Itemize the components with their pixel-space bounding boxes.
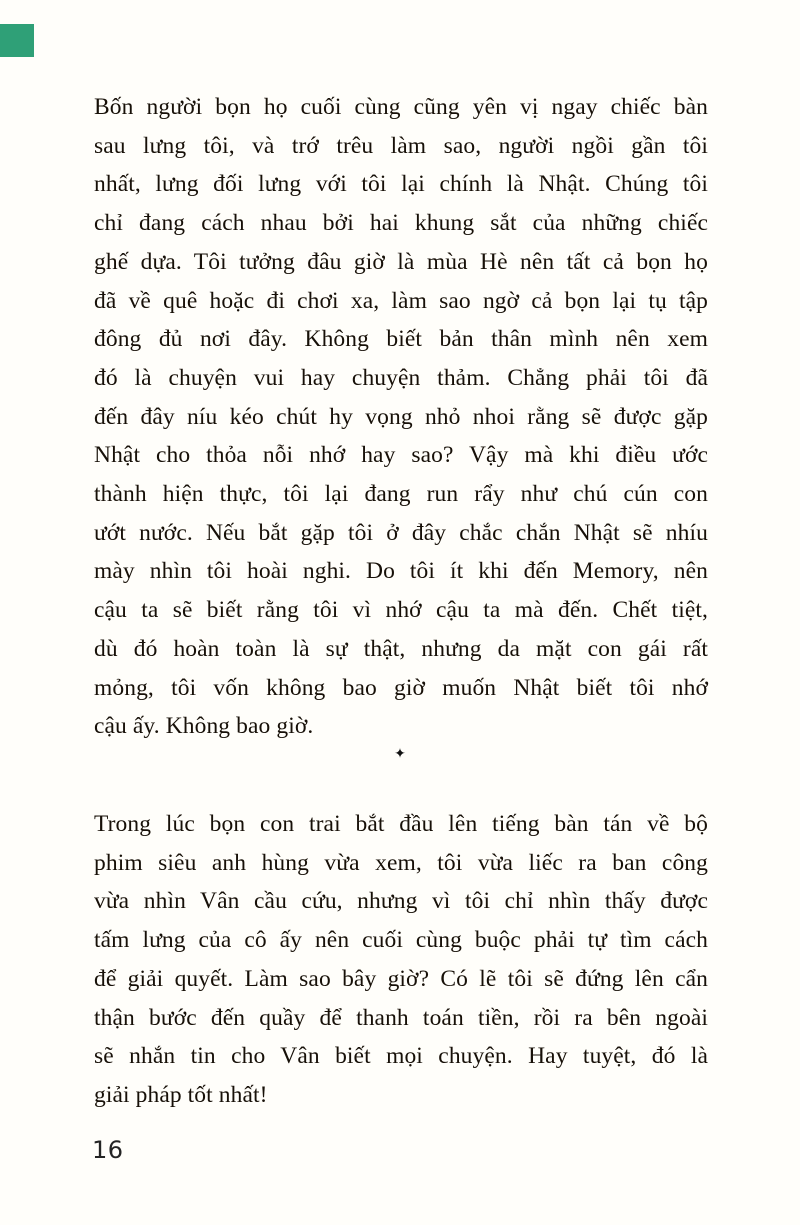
text-line: mỏng, tôi vốn không bao giờ muốn Nhật biết tôi nhớ bbox=[94, 674, 708, 701]
text-line: vừa nhìn Vân cầu cứu, nhưng vì tôi chỉ nhìn thấy được bbox=[94, 888, 708, 915]
text-line: để giải quyết. Làm sao bây giờ? Có lẽ tôi sẽ đứng lên cẩn bbox=[94, 965, 708, 992]
text-line: tấm lưng của cô ấy nên cuối cùng buộc phải tự tìm cách bbox=[94, 927, 708, 954]
section-separator-ornament: ✦ bbox=[394, 747, 406, 762]
text-line: Nhật cho thỏa nỗi nhớ hay sao? Vậy mà khi điều ước bbox=[94, 442, 708, 469]
text-line: sau lưng tôi, và trớ trêu làm sao, người ngồi gần tôi bbox=[94, 132, 708, 159]
text-line: chỉ đang cách nhau bởi hai khung sắt của những chiếc bbox=[94, 210, 708, 237]
text-line: đó là chuyện vui hay chuyện thảm. Chẳng phải tôi đã bbox=[94, 364, 708, 391]
paragraph-2 bbox=[94, 805, 708, 1115]
text-line: cậu ấy. Không bao giờ. bbox=[94, 713, 314, 740]
corner-tab bbox=[0, 24, 34, 57]
text-line: nhất, lưng đối lưng với tôi lại chính là Nhật. Chúng tôi bbox=[94, 171, 708, 198]
text-line: ghế dựa. Tôi tưởng đâu giờ là mùa Hè nên tất cả bọn họ bbox=[94, 248, 708, 275]
text-line: dù đó hoàn toàn là sự thật, nhưng da mặt con gái rất bbox=[94, 635, 708, 662]
paragraph-1 bbox=[94, 88, 708, 746]
text-line: sẽ nhắn tin cho Vân biết mọi chuyện. Hay tuyệt, đó là bbox=[94, 1043, 708, 1070]
text-line: đến đây níu kéo chút hy vọng nhỏ nhoi rằng sẽ được gặp bbox=[94, 403, 708, 430]
text-line: mày nhìn tôi hoài nghi. Do tôi ít khi đến Memory, nên bbox=[94, 558, 708, 585]
text-line: giải pháp tốt nhất! bbox=[94, 1081, 268, 1108]
text-line: Bốn người bọn họ cuối cùng cũng yên vị ngay chiếc bàn bbox=[94, 94, 708, 120]
text-line: phim siêu anh hùng vừa xem, tôi vừa liếc ra ban công bbox=[94, 849, 708, 876]
text-line: đã về quê hoặc đi chơi xa, làm sao ngờ cả bọn lại tụ tập bbox=[94, 287, 708, 314]
page-number: 16 bbox=[92, 1136, 124, 1164]
text-line: Trong lúc bọn con trai bắt đầu lên tiếng bàn tán về bộ bbox=[94, 811, 708, 837]
text-line: ướt nước. Nếu bắt gặp tôi ở đây chắc chắn Nhật sẽ nhíu bbox=[94, 519, 708, 546]
text-line: thành hiện thực, tôi lại đang run rẩy như chú cún con bbox=[94, 481, 708, 508]
text-line: cậu ta sẽ biết rằng tôi vì nhớ cậu ta mà đến. Chết tiệt, bbox=[94, 597, 708, 624]
text-line: đông đủ nơi đây. Không biết bản thân mình nên xem bbox=[94, 326, 708, 353]
text-line: thận bước đến quầy để thanh toán tiền, rồi ra bên ngoài bbox=[94, 1004, 708, 1031]
